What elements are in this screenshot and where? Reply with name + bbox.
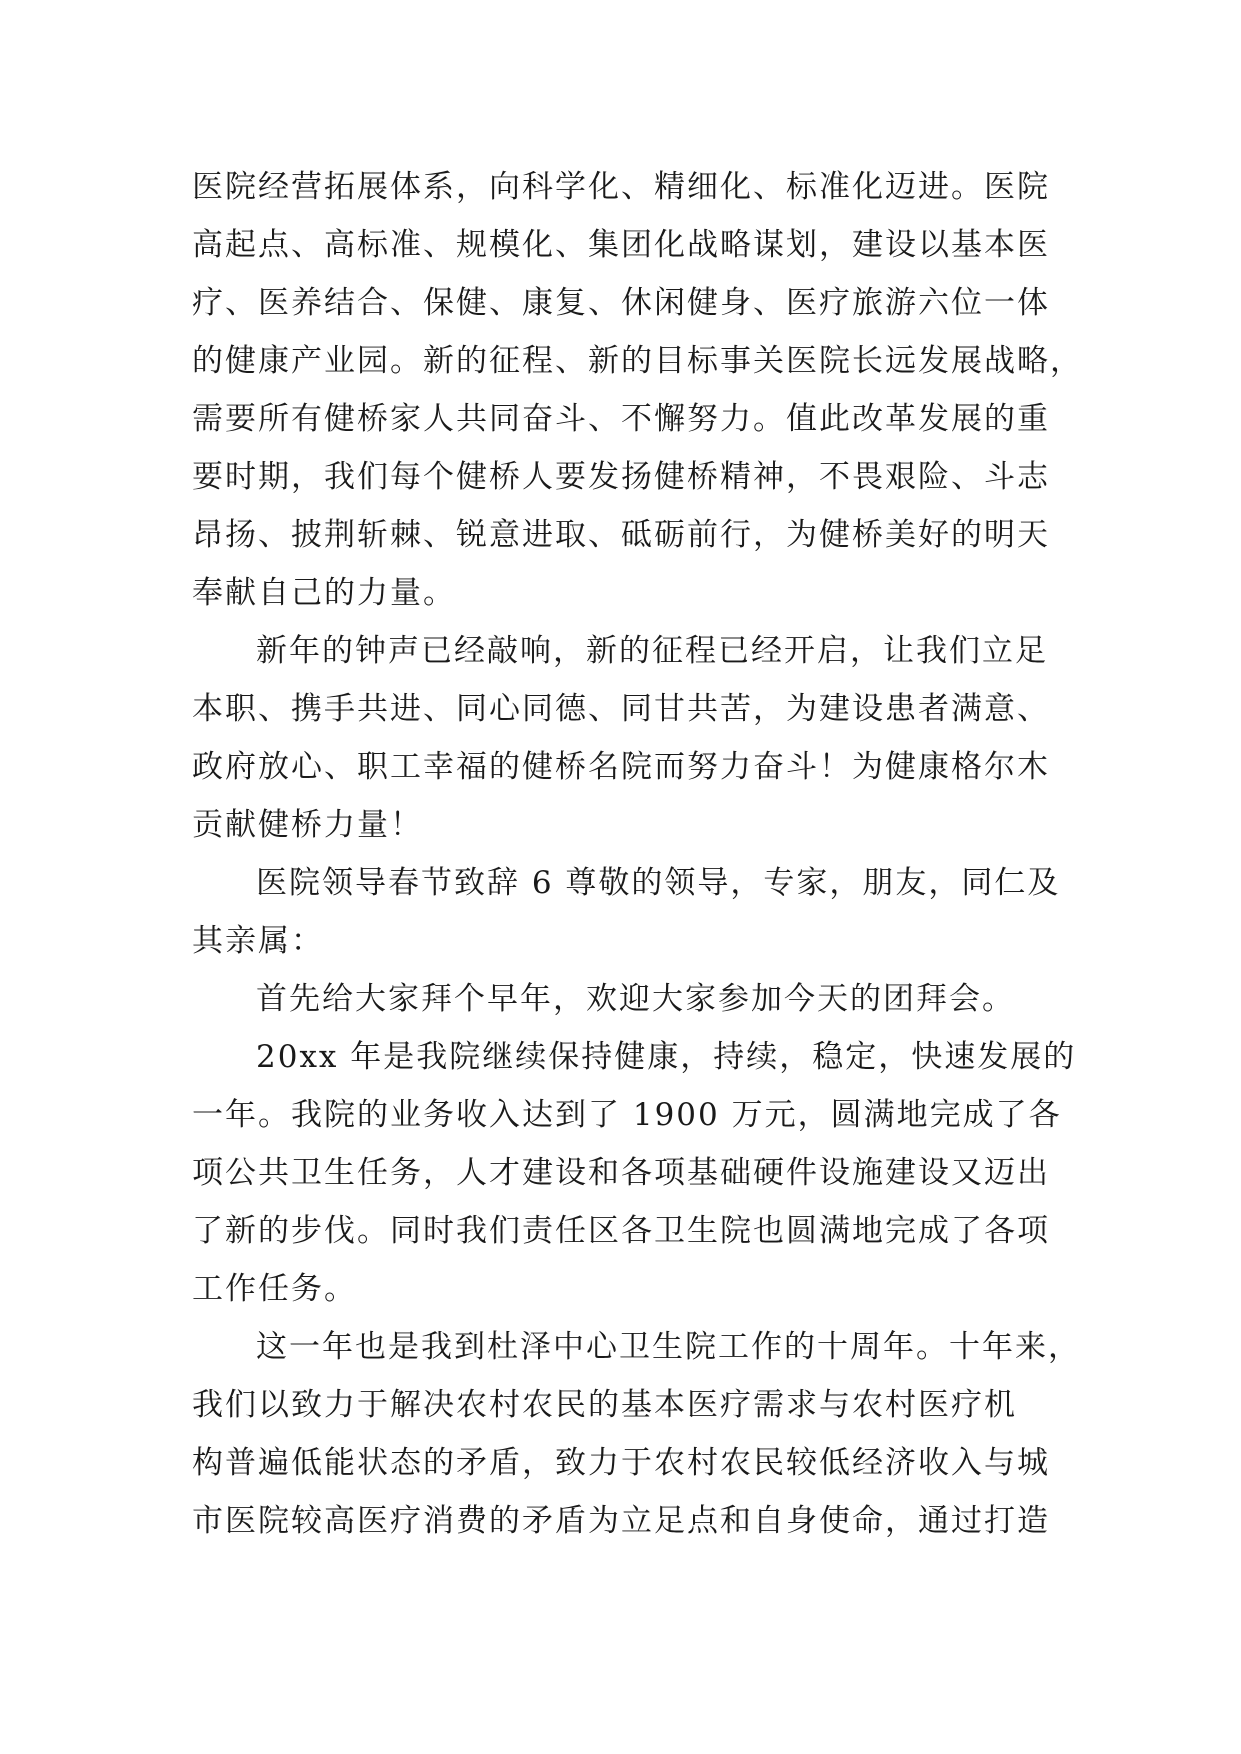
text-line: 新年的钟声已经敲响，新的征程已经开启，让我们立足 [256, 633, 1048, 669]
text-line: 20xx 年是我院继续保持健康，持续，稳定，快速发展的 [256, 1039, 1077, 1075]
text-line: 政府放心、职工幸福的健桥名院而努力奋斗！为健康格尔木 [192, 749, 1050, 785]
text-line: 工作任务。 [192, 1271, 357, 1307]
text-line: 要时期，我们每个健桥人要发扬健桥精神，不畏艰险、斗志 [192, 459, 1050, 495]
text-line: 这一年也是我到杜泽中心卫生院工作的十周年。十年来， [256, 1329, 1081, 1365]
text-line: 医院领导春节致辞 6 尊敬的领导，专家，朋友，同仁及 [256, 865, 1061, 901]
text-line: 本职、携手共进、同心同德、同甘共苦，为建设患者满意、 [192, 691, 1050, 727]
text-line: 疗、医养结合、保健、康复、休闲健身、医疗旅游六位一体 [192, 285, 1050, 321]
text-line: 高起点、高标准、规模化、集团化战略谋划，建设以基本医 [192, 227, 1050, 263]
text-line: 一年。我院的业务收入达到了 1900 万元，圆满地完成了各 [192, 1097, 1062, 1133]
text-line: 奉献自己的力量。 [192, 575, 456, 611]
text-line: 昂扬、披荆斩棘、锐意进取、砥砺前行，为健桥美好的明天 [192, 517, 1050, 553]
text-line: 其亲属： [192, 923, 324, 959]
text-line: 项公共卫生任务，人才建设和各项基础硬件设施建设又迈出 [192, 1155, 1050, 1191]
text-line: 我们以致力于解决农村农民的基本医疗需求与农村医疗机 [192, 1387, 1017, 1423]
text-line: 首先给大家拜个早年，欢迎大家参加今天的团拜会。 [256, 981, 1015, 1017]
text-line: 医院经营拓展体系，向科学化、精细化、标准化迈进。医院 [192, 169, 1050, 205]
text-line: 市医院较高医疗消费的矛盾为立足点和自身使命，通过打造 [192, 1503, 1050, 1539]
text-line: 的健康产业园。新的征程、新的目标事关医院长远发展战略， [192, 343, 1083, 379]
text-line: 需要所有健桥家人共同奋斗、不懈努力。值此改革发展的重 [192, 401, 1050, 437]
text-line: 贡献健桥力量！ [192, 807, 423, 843]
text-line: 了新的步伐。同时我们责任区各卫生院也圆满地完成了各项 [192, 1213, 1050, 1249]
text-line: 构普遍低能状态的矛盾，致力于农村农民较低经济收入与城 [192, 1445, 1050, 1481]
document-body [192, 158, 1083, 1550]
